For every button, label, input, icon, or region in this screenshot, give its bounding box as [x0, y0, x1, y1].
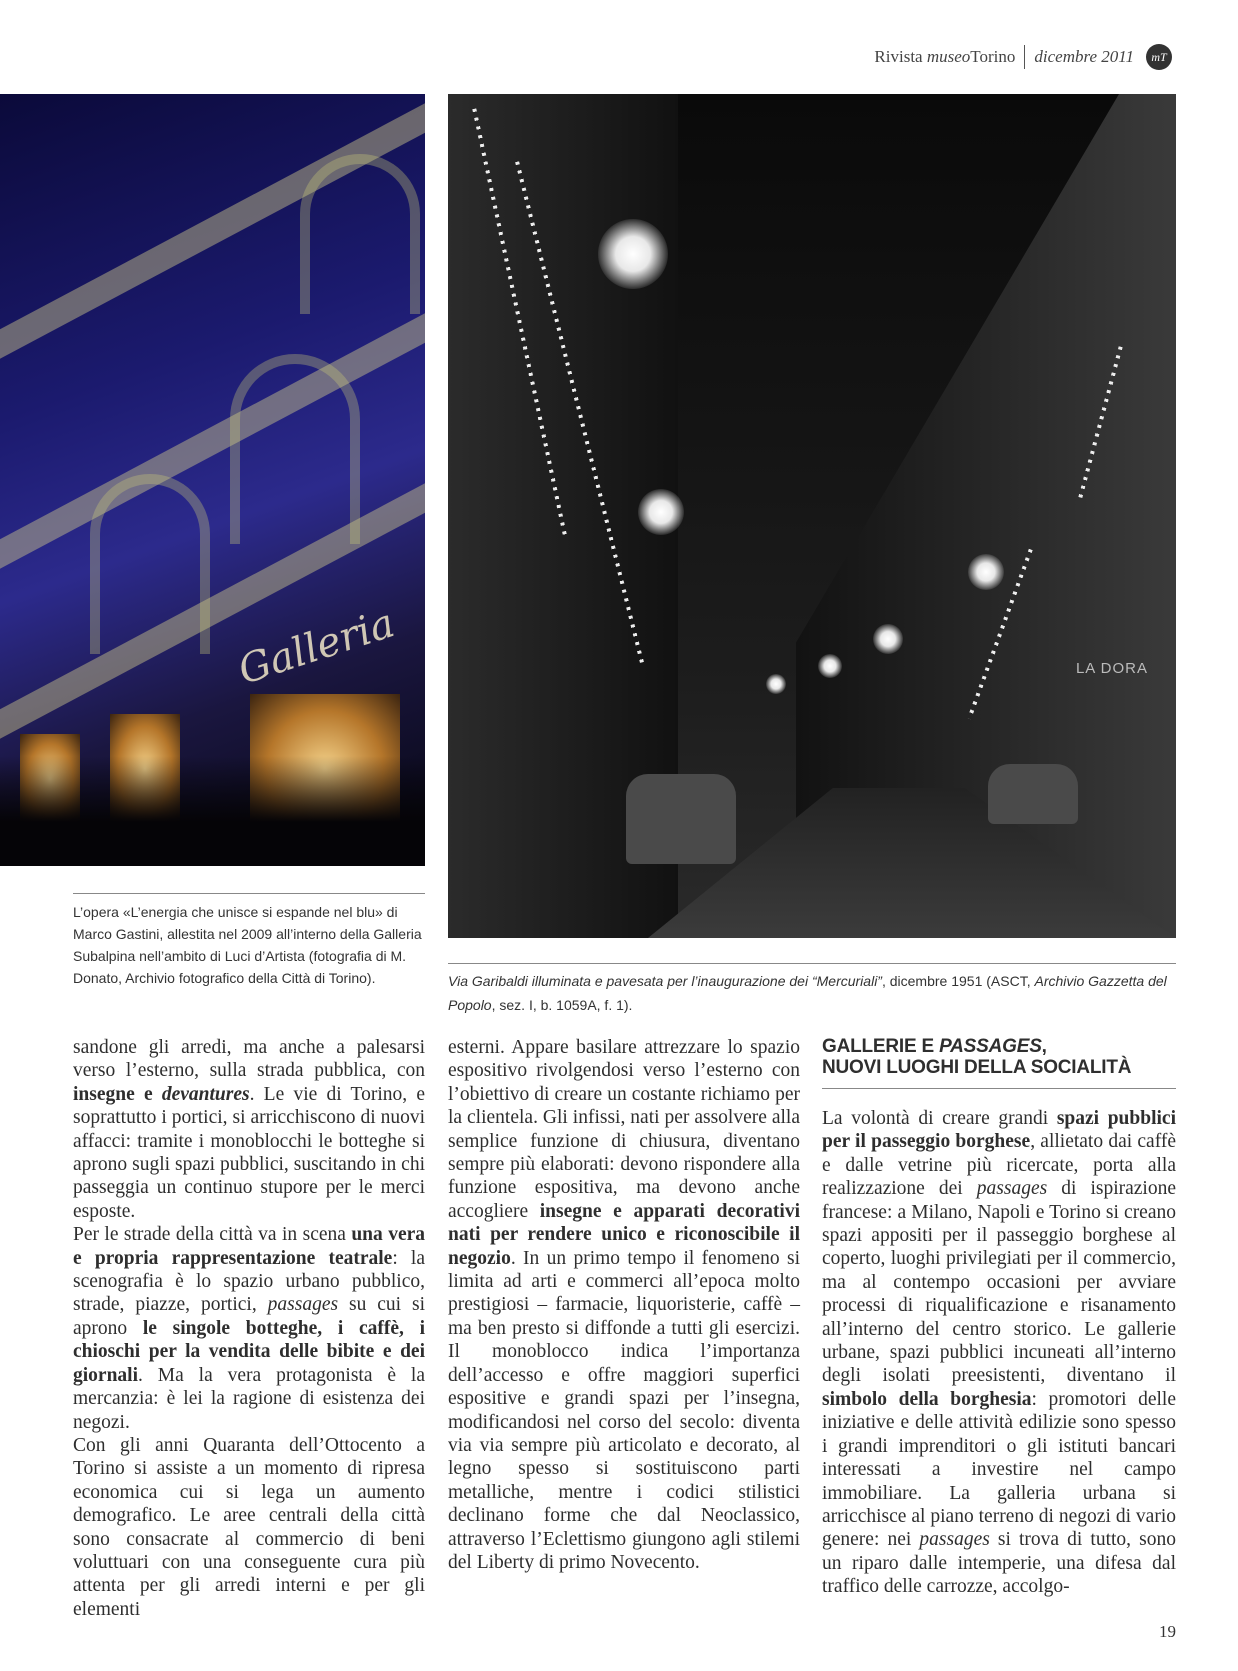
paragraph: Con gli anni Quaranta dell’Ottocento a Torino si assiste a un momento di ripresa economica cui si lega un aumento demografico. Le aree centrali della città sono consacrate al commercio di beni voluttuari con una conseguente cura più attenta per gli arredi interni e per gli elementi: [73, 1434, 425, 1620]
crowd-silhouette: [0, 756, 425, 866]
street-lamp: [873, 624, 903, 654]
street-lamp: [968, 554, 1004, 590]
vintage-van: [988, 764, 1078, 824]
text-column-3: [822, 1107, 1176, 1599]
museotorino-logo-icon: mT: [1146, 44, 1172, 70]
paragraph: sandone gli arredi, ma anche a palesarsi verso l’esterno, sulla strada pubblica, con insegne e devantures. Le vie di Torino, e soprattutto i portici, si arricchiscono di nuovi affacci: tramite i monoblocchi le botteghe si aprono sugli spazi pubblici, suscitando in chi passeggia un continuo stupore per le merci esposte.: [73, 1037, 425, 1222]
heading-line-1: GALLERIE E PASSAGES,: [822, 1036, 1047, 1057]
street-lamp: [638, 489, 684, 535]
facade-arch: [230, 354, 360, 544]
page-number: 19: [1159, 1622, 1176, 1641]
galleria-sign: Galleria: [232, 600, 400, 694]
photo-galleria-subalpina: [0, 94, 425, 866]
street-lamp: [766, 674, 786, 694]
text-column-1: [73, 1036, 425, 1621]
photo-via-garibaldi: [448, 94, 1176, 938]
magazine-name: Rivista museoTorino: [874, 47, 1016, 66]
paragraph: Per le strade della città va in scena una vera e propria rappresentazione teatrale: la scenografia è lo spazio urbano pubblico, strade, piazze, portici, passages su cui si aprono le singole botteghe, i caffè, i chioschi per la vendita delle bibite e dei giornali. Ma la vera protagonista è la mercanzia: è lei la ragione di esistenza dei negozi.: [73, 1224, 425, 1433]
caption-left-photo: L’opera «L’energia che unisce si espande nel blu» di Marco Gastini, allestita nel 2009 all’interno della Galleria Subalpina nell’ambito di Luci d’Artista (fotografia di M. Donato, Archivio fotografico della Città di Torino).: [73, 893, 425, 989]
section-heading: [822, 1036, 1176, 1078]
vintage-car: [626, 774, 736, 864]
facade-arch: [90, 474, 210, 654]
paragraph: La volontà di creare grandi spazi pubblici per il passeggio borghese, allietato dai caffè e dalle vetrine più ricercate, porta alla realizzazione dei passages di ispirazione francese: a Milano, Napoli e Torino si creano spazi appositi per il passeggio borghese al coperto, luoghi privilegiati per il commercio, ma al contempo occasioni per avviare processi di riqualificazione e risanamento all’interno del centro storico. Le gallerie urbane, spazi pubblici incuneati all’interno degli isolati preesistenti, diventano il simbolo della borghesia: promotori delle iniziative e delle attività edilizie sono spesso i grandi imprenditori o gli istituti bancari interessati a investire nel campo immobiliare. La galleria urbana si arricchisce al piano terreno di negozi di vario genere: nei passages si trova di tutto, sono un riparo dalle intemperie, una difesa dal traffico delle carrozze, accolgo-: [822, 1108, 1177, 1598]
text-column-2: [448, 1036, 800, 1574]
header-divider: [1024, 45, 1025, 69]
caption-right-photo: Via Garibaldi illuminata e pavesata per l’inaugurazione dei “Mercuriali”, dicembre 1951 (ASCT, Archivio Gazzetta del Popolo, sez. I, b. 1059A, f. 1).: [448, 963, 1176, 1017]
street-lamp: [818, 654, 842, 678]
running-header: [874, 42, 1172, 72]
facade-arch: [300, 154, 420, 314]
street-lamp: [598, 219, 668, 289]
paragraph: esterni. Appare basilare attrezzare lo spazio espositivo rivolgendosi verso l’esterno con l’obiettivo di creare un costante richiamo per la clientela. Gli infissi, nati per assolvere alla semplice funzione di chiusura, diventano sempre più elaborati: devono rispondere alla funzione espositiva, ma devono anche accogliere insegne e apparati decorativi nati per rendere unico e riconoscibile il negozio. In un primo tempo il fenomeno si limita ad arti e commerci all’epoca molto prestigiosi – farmacie, liquoristerie, caffè – ma ben presto si diffonde a tutti gli esercizi. Il monoblocco indica l’importanza dell’accesso e offre maggiori superfici espositive e grandi spazi per l’insegna, modificandosi nel corso del secolo: diventa via via sempre più articolato e decorato, al legno spesso si sostituiscono parti metalliche, mentre i codici stilistici declinano forme che dal Neoclassico, attraverso l’Eclettismo giungono agli stilemi del Liberty di primo Novecento.: [448, 1037, 800, 1573]
heading-line-2: NUOVI LUOGHI DELLA SOCIALITÀ: [822, 1057, 1132, 1078]
heading-divider: [822, 1088, 1176, 1089]
la-dora-sign: LA DORA: [1075, 660, 1148, 677]
issue-date: dicembre 2011: [1034, 47, 1134, 66]
